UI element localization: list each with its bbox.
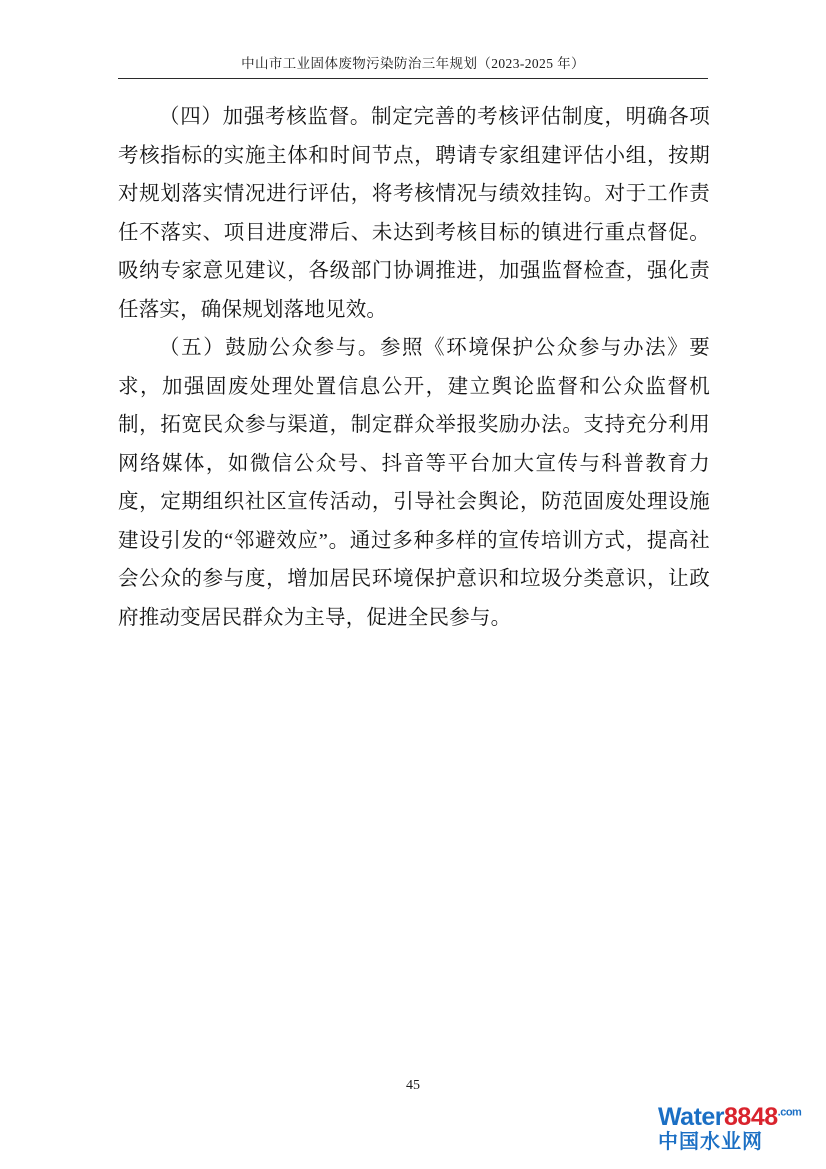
watermark-brand-suffix: .com: [777, 1106, 802, 1119]
paragraph-section-five: （五）鼓励公众参与。参照《环境保护公众参与办法》要求，加强固废处理处置信息公开，建立舆论监督和公众监督机制，拓宽民众参与渠道，制定群众举报奖励办法。支持充分利用网络媒体，如微信公众号、抖音等平台加大宣传与科普教育力度，定期组织社区宣传活动，引导社会舆论，防范固废处理设施建设引发的“邻避效应”。通过多种多样的宣传培训方式，提高社会公众的参与度，增加居民环境保护意识和垃圾分类意识，让政府推动变居民群众为主导，促进全民参与。: [118, 337, 710, 629]
document-body: [118, 98, 710, 637]
watermark-brand-number: 8848: [724, 1102, 778, 1131]
paragraph-section-four: （四）加强考核监督。制定完善的考核评估制度，明确各项考核指标的实施主体和时间节点，聘请专家组建评估小组，按期对规划落实情况进行评估，将考核情况与绩效挂钩。对于工作责任不落实、项目进度滞后、未达到考核目标的镇进行重点督促。吸纳专家意见建议，各级部门协调推进，加强监督检查，强化责任落实，确保规划落地见效。: [118, 106, 710, 321]
page-number: 45: [406, 1078, 420, 1093]
watermark-brand-line: [658, 1104, 808, 1130]
watermark-brand-word: Water: [658, 1102, 725, 1131]
running-header: 中山市工业固体废物污染防治三年规划（2023-2025 年）: [241, 56, 585, 71]
header-divider: [118, 78, 708, 79]
watermark: [658, 1104, 808, 1153]
watermark-brand-cn: 中国水业网: [658, 1131, 763, 1153]
